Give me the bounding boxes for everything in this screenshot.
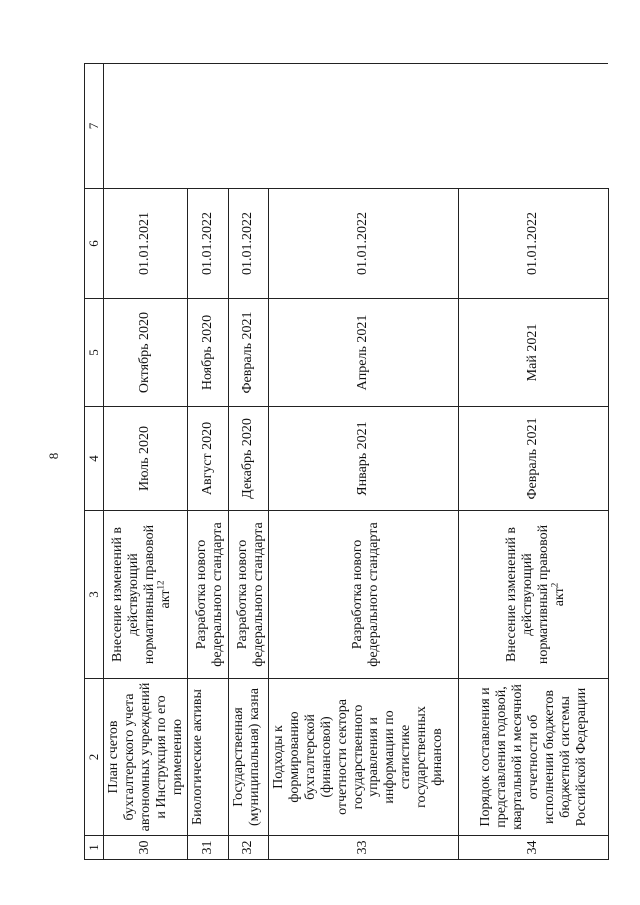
row-action [104, 511, 188, 679]
row-col4: Февраль 2021 [458, 407, 608, 511]
row-name: Государственная (муниципальная) казна [228, 679, 268, 836]
row-col5: Ноябрь 2020 [187, 299, 228, 407]
page-number: 8 [46, 452, 61, 460]
rotated-table-wrapper [84, 64, 605, 860]
row-action-text: Разработка нового федерального стандарта [234, 522, 266, 667]
header-cell: 7 [85, 64, 104, 189]
row-action [458, 511, 608, 679]
header-cell: 6 [85, 189, 104, 299]
row-col4: Август 2020 [187, 407, 228, 511]
row-action [228, 511, 268, 679]
row-action-text: Разработка нового федерального стандарта [349, 522, 381, 667]
row-col7-empty [104, 64, 609, 189]
header-cell: 5 [85, 299, 104, 407]
row-col6: 01.01.2022 [187, 189, 228, 299]
row-number: 34 [458, 836, 608, 860]
row-action-text: Разработка нового федерального стандарта [193, 522, 225, 667]
row-col6: 01.01.2022 [228, 189, 268, 299]
row-action [187, 511, 228, 679]
header-cell: 3 [85, 511, 104, 679]
header-row [85, 64, 104, 860]
row-col6: 01.01.2022 [268, 189, 458, 299]
header-cell: 4 [85, 407, 104, 511]
footnote-ref: 12 [155, 580, 166, 590]
row-col4: Декабрь 2020 [228, 407, 268, 511]
footnote-ref: 2 [549, 582, 560, 588]
row-number: 30 [104, 836, 188, 860]
row-col5: Февраль 2021 [228, 299, 268, 407]
row-action-text: Внесение изменений в действующий нормативный правовой акт [110, 524, 173, 665]
table-row [104, 64, 188, 860]
row-name: Биологические активы [187, 679, 228, 836]
row-action-text: Внесение изменений в действующий нормативный правовой акт [503, 524, 567, 665]
row-name: Порядок составления и представления годовой, квартальной и месячной отчетности об исполнении бюджетов бюджетной системы Российской Федерации [458, 679, 608, 836]
row-col4: Январь 2021 [268, 407, 458, 511]
row-number: 31 [187, 836, 228, 860]
plan-table [84, 63, 609, 860]
row-col6: 01.01.2021 [104, 189, 188, 299]
row-action [268, 511, 458, 679]
header-cell: 1 [85, 836, 104, 860]
row-col6: 01.01.2022 [458, 189, 608, 299]
row-name: План счетов бухгалтерского учета автономных учреждений и Инструкция по его применению [104, 679, 188, 836]
header-cell: 2 [85, 679, 104, 836]
row-col5: Май 2021 [458, 299, 608, 407]
row-col5: Октябрь 2020 [104, 299, 188, 407]
row-number: 32 [228, 836, 268, 860]
row-col4: Июль 2020 [104, 407, 188, 511]
row-number: 33 [268, 836, 458, 860]
row-col5: Апрель 2021 [268, 299, 458, 407]
row-name: Подходы к формированию бухгалтерской (финансовой) отчетности сектора государственного управления и информации по статистике государственных финансов [268, 679, 458, 836]
